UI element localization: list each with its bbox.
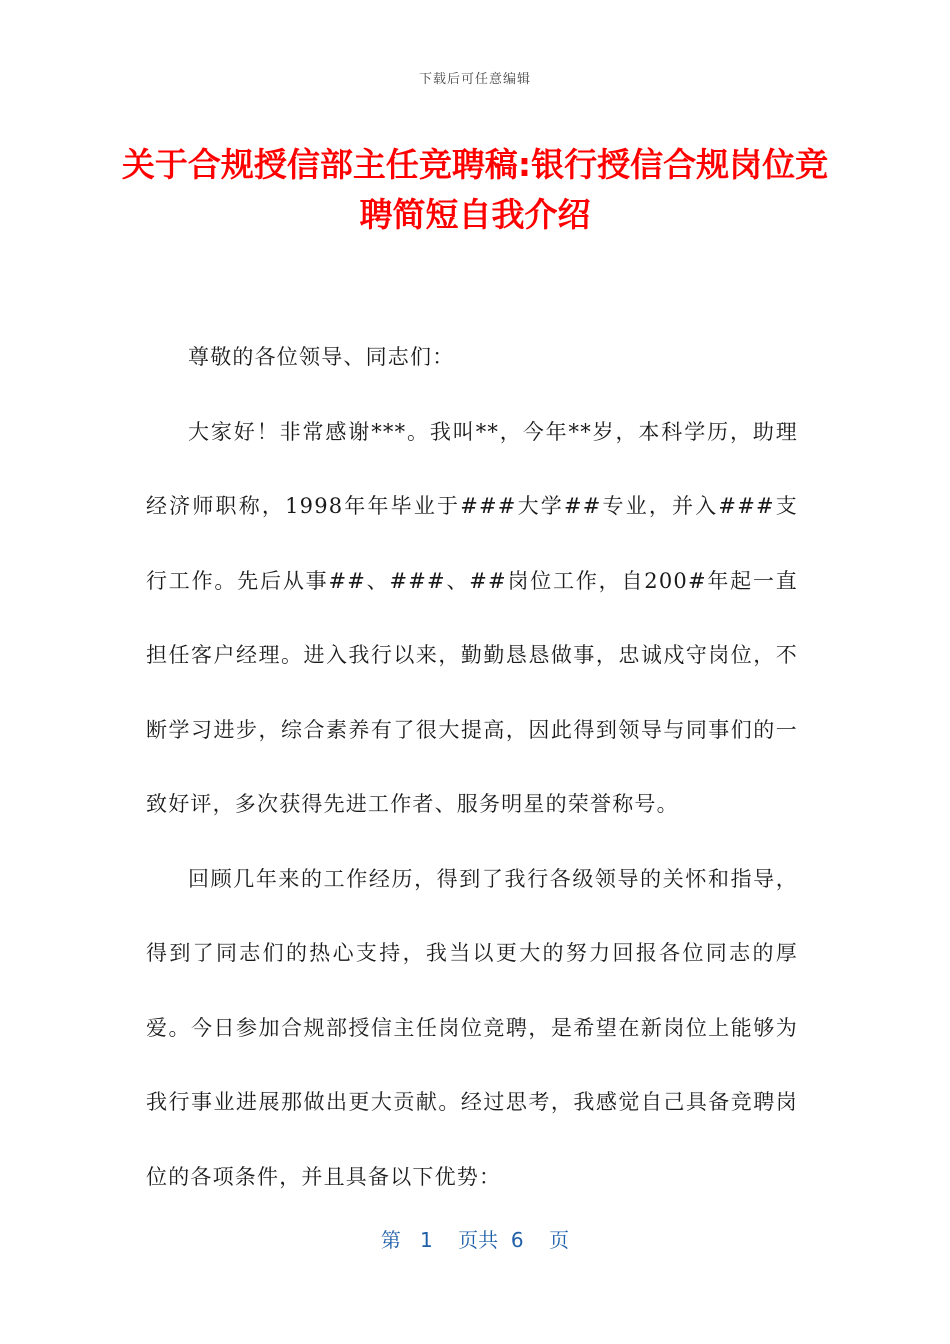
header-note: 下载后可任意编辑	[418, 72, 531, 87]
paragraph-salutation: 尊敬的各位领导、同志们：	[188, 345, 455, 369]
document-body	[146, 320, 798, 1214]
document-title: 关于合规授信部主任竞聘稿:银行授信合规岗位竞聘简短自我介绍	[121, 145, 829, 234]
paragraph-review: 回顾几年来的工作经历，得到了我行各级领导的关怀和指导，得到了同志们的热心支持，我当以更大的努力回报各位同志的厚爱。今日参加合规部授信主任岗位竞聘，是希望在新岗位上能够为我行事业进展那做出更大贡献。经过思考，我感觉自己具备竞聘岗位的各项条件，并且具备以下优势：	[146, 866, 798, 1189]
footer-middle: 页共	[458, 1228, 499, 1252]
footer-current-page: 1	[420, 1228, 433, 1252]
paragraph-introduction: 大家好！非常感谢***。我叫**，今年**岁，本科学历，助理经济师职称，1998年年毕业于###大学##专业，并入###支行工作。先后从事##、###、##岗位工作，自200#年起一直担任客户经理。进入我行以来，勤勤恳恳做事，忠诚戍守岗位，不断学习进步，综合素养有了很大提高，因此得到领导与同事们的一致好评，多次获得先进工作者、服务明星的荣誉称号。	[146, 419, 798, 816]
footer-total-pages: 6	[510, 1228, 524, 1252]
page-footer	[0, 1224, 950, 1253]
footer-prefix: 第	[380, 1228, 401, 1252]
footer-suffix: 页	[549, 1228, 570, 1252]
